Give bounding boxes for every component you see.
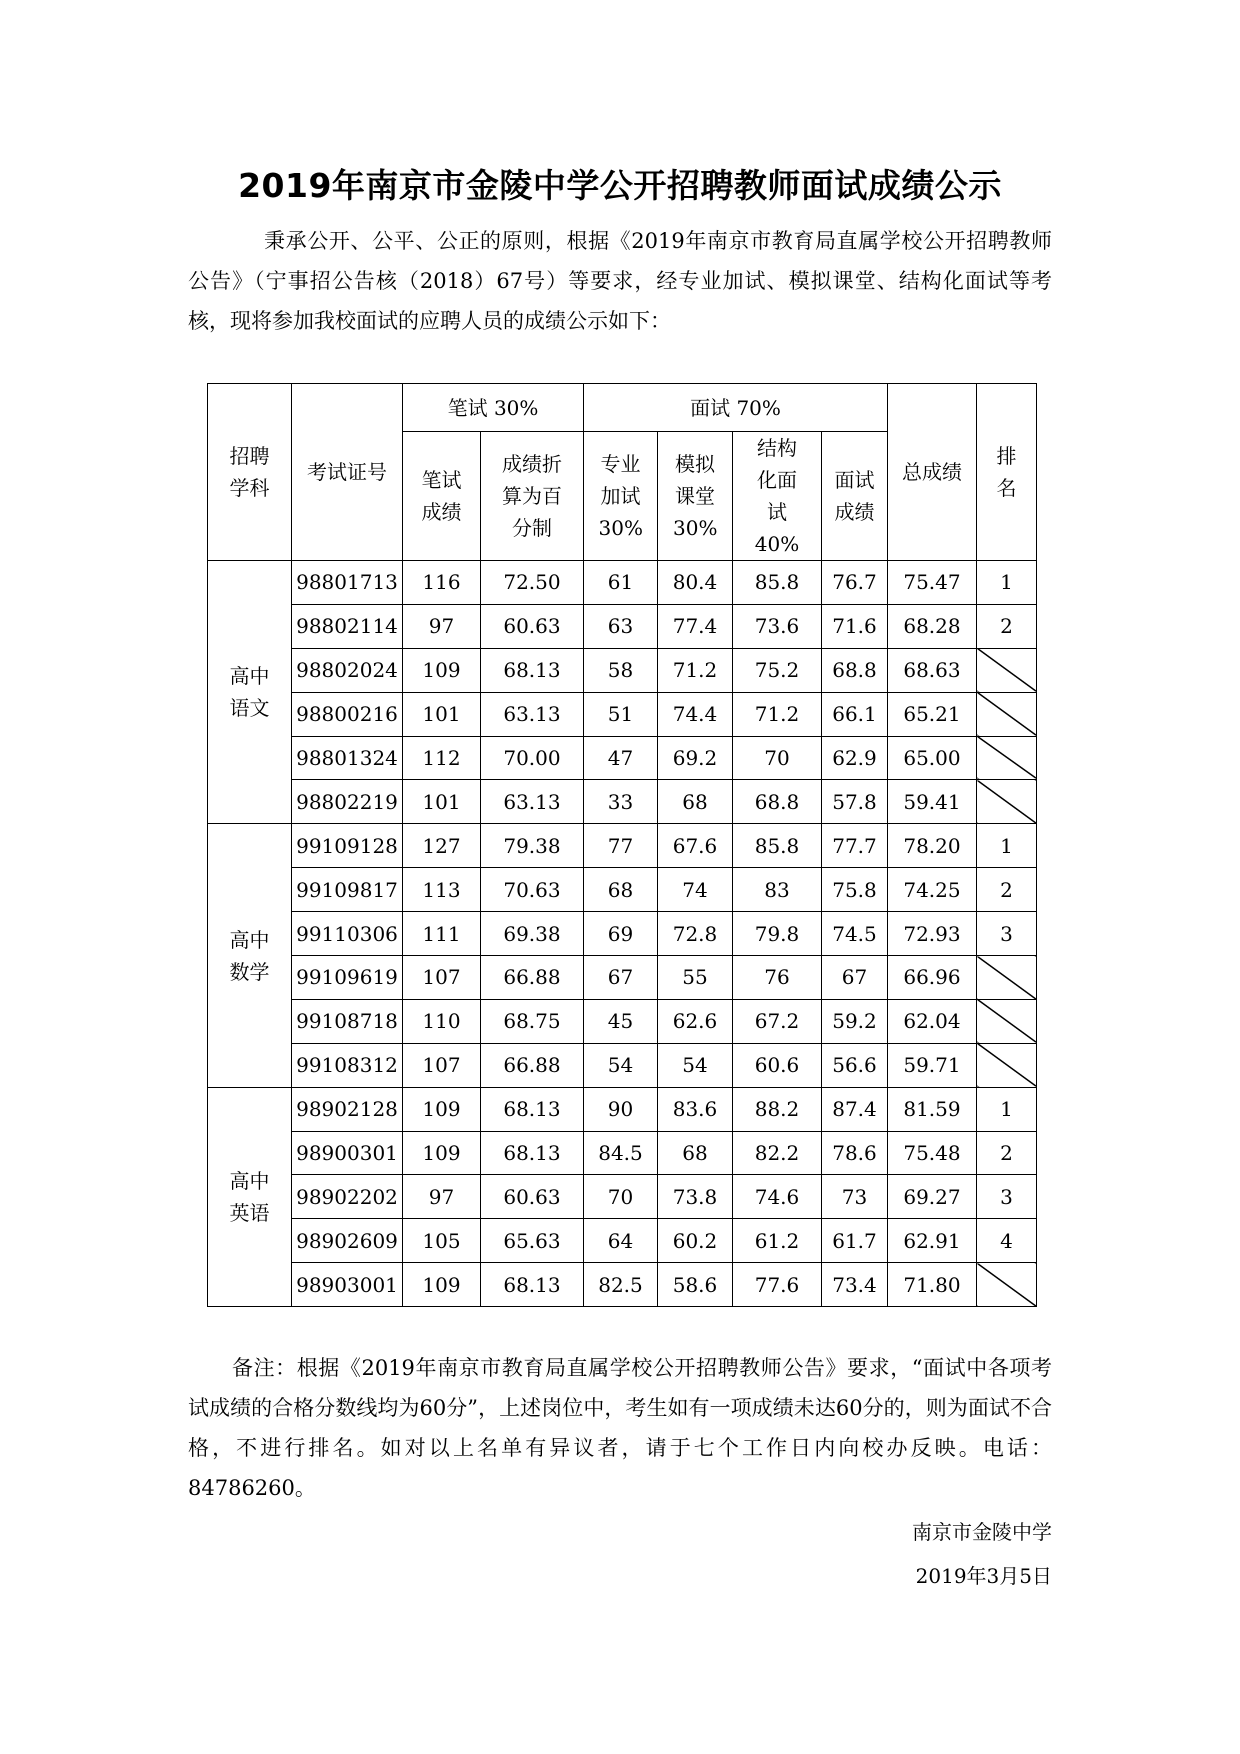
signature-org: 南京市金陵中学	[912, 1520, 1052, 1544]
structured-cell: 77.6	[733, 1263, 822, 1307]
written-pct-cell: 79.38	[481, 824, 584, 868]
table-row	[208, 999, 1037, 1043]
structured-cell: 88.2	[733, 1087, 822, 1131]
rank-cell	[977, 780, 1037, 824]
header-row	[208, 384, 1037, 432]
structured-cell: 83	[733, 868, 822, 912]
header-mock-class: 模拟课堂30%	[658, 432, 733, 561]
exam-id-cell: 99108312	[292, 1043, 403, 1087]
mock-class-cell: 80.4	[658, 561, 733, 605]
table-row	[208, 824, 1037, 868]
rank-cell	[977, 999, 1037, 1043]
interview-score-cell: 87.4	[822, 1087, 888, 1131]
written-score-cell: 109	[403, 1263, 481, 1307]
header-exam-id: 考试证号	[292, 384, 403, 561]
total-cell: 68.63	[888, 648, 977, 692]
written-pct-cell: 60.63	[481, 1175, 584, 1219]
exam-id-cell: 98802024	[292, 648, 403, 692]
written-score-cell: 112	[403, 736, 481, 780]
total-cell: 65.00	[888, 736, 977, 780]
header-interview-score: 面试成绩	[822, 432, 888, 561]
header-structured: 结构化面试 40%	[733, 432, 822, 561]
written-pct-cell: 68.13	[481, 1131, 584, 1175]
interview-score-cell: 78.6	[822, 1131, 888, 1175]
professional-cell: 68	[584, 868, 658, 912]
exam-id-cell: 99110306	[292, 912, 403, 956]
interview-score-cell: 67	[822, 956, 888, 1000]
professional-cell: 58	[584, 648, 658, 692]
professional-cell: 45	[584, 999, 658, 1043]
written-pct-cell: 65.63	[481, 1219, 584, 1263]
mock-class-cell: 72.8	[658, 912, 733, 956]
professional-cell: 33	[584, 780, 658, 824]
exam-id-cell: 98903001	[292, 1263, 403, 1307]
written-score-cell: 113	[403, 868, 481, 912]
table-row	[208, 1043, 1037, 1087]
subject-cell: 高中语文	[208, 561, 292, 824]
written-score-cell: 109	[403, 1087, 481, 1131]
table-row	[208, 1131, 1037, 1175]
total-cell: 65.21	[888, 692, 977, 736]
signature-date: 2019年3月5日	[915, 1564, 1052, 1588]
written-score-cell: 97	[403, 1175, 481, 1219]
rank-cell: 1	[977, 1087, 1037, 1131]
rank-cell	[977, 692, 1037, 736]
professional-cell: 61	[584, 561, 658, 605]
interview-score-cell: 75.8	[822, 868, 888, 912]
written-score-cell: 111	[403, 912, 481, 956]
table-row	[208, 1175, 1037, 1219]
table-row	[208, 1219, 1037, 1263]
written-score-cell: 116	[403, 561, 481, 605]
exam-id-cell: 98801713	[292, 561, 403, 605]
written-score-cell: 109	[403, 648, 481, 692]
subject-cell: 高中数学	[208, 824, 292, 1087]
mock-class-cell: 71.2	[658, 648, 733, 692]
written-score-cell: 127	[403, 824, 481, 868]
interview-score-cell: 57.8	[822, 780, 888, 824]
structured-cell: 79.8	[733, 912, 822, 956]
table-row	[208, 604, 1037, 648]
interview-score-cell: 77.7	[822, 824, 888, 868]
total-cell: 75.48	[888, 1131, 977, 1175]
header-rank: 排名	[977, 384, 1037, 561]
rank-cell: 4	[977, 1219, 1037, 1263]
structured-cell: 60.6	[733, 1043, 822, 1087]
professional-cell: 67	[584, 956, 658, 1000]
professional-cell: 54	[584, 1043, 658, 1087]
written-pct-cell: 63.13	[481, 692, 584, 736]
exam-id-cell: 98802219	[292, 780, 403, 824]
interview-score-cell: 61.7	[822, 1219, 888, 1263]
interview-score-cell: 68.8	[822, 648, 888, 692]
written-pct-cell: 68.75	[481, 999, 584, 1043]
written-pct-cell: 68.13	[481, 1087, 584, 1131]
rank-cell: 2	[977, 1131, 1037, 1175]
table-row	[208, 1087, 1037, 1131]
professional-cell: 77	[584, 824, 658, 868]
note-paragraph: 备注：根据《2019年南京市教育局直属学校公开招聘教师公告》要求，“面试中各项考试成绩的合格分数线均为60分”，上述岗位中，考生如有一项成绩未达60分的，则为面试不合格，不进行排名。如对以上名单有异议者，请于七个工作日内向校办反映。电话：84786260。	[188, 1356, 1052, 1500]
table-row	[208, 692, 1037, 736]
mock-class-cell: 73.8	[658, 1175, 733, 1219]
structured-cell: 85.8	[733, 824, 822, 868]
mock-class-cell: 67.6	[658, 824, 733, 868]
professional-cell: 90	[584, 1087, 658, 1131]
subject-cell: 高中英语	[208, 1087, 292, 1306]
header-written-pct: 成绩折算为百分制	[481, 432, 584, 561]
structured-cell: 71.2	[733, 692, 822, 736]
page-title: 2019年南京市金陵中学公开招聘教师面试成绩公示	[238, 166, 1002, 205]
structured-cell: 75.2	[733, 648, 822, 692]
mock-class-cell: 83.6	[658, 1087, 733, 1131]
exam-id-cell: 99109128	[292, 824, 403, 868]
professional-cell: 82.5	[584, 1263, 658, 1307]
mock-class-cell: 74.4	[658, 692, 733, 736]
total-cell: 59.71	[888, 1043, 977, 1087]
mock-class-cell: 55	[658, 956, 733, 1000]
exam-id-cell: 98902202	[292, 1175, 403, 1219]
intro-paragraph: 秉承公开、公平、公正的原则，根据《2019年南京市教育局直属学校公开招聘教师公告》（宁事招公告核（2018）67号）等要求，经专业加试、模拟课堂、结构化面试等考核，现将参加我校面试的应聘人员的成绩公示如下：	[188, 229, 1052, 333]
rank-cell: 1	[977, 561, 1037, 605]
exam-id-cell: 98802114	[292, 604, 403, 648]
rank-cell: 2	[977, 868, 1037, 912]
written-score-cell: 101	[403, 692, 481, 736]
table-row	[208, 736, 1037, 780]
written-pct-cell: 66.88	[481, 1043, 584, 1087]
interview-score-cell: 66.1	[822, 692, 888, 736]
exam-id-cell: 99108718	[292, 999, 403, 1043]
written-score-cell: 101	[403, 780, 481, 824]
interview-score-cell: 71.6	[822, 604, 888, 648]
mock-class-cell: 54	[658, 1043, 733, 1087]
professional-cell: 70	[584, 1175, 658, 1219]
professional-cell: 63	[584, 604, 658, 648]
rank-cell: 1	[977, 824, 1037, 868]
structured-cell: 73.6	[733, 604, 822, 648]
structured-cell: 82.2	[733, 1131, 822, 1175]
written-pct-cell: 70.00	[481, 736, 584, 780]
written-pct-cell: 63.13	[481, 780, 584, 824]
written-score-cell: 109	[403, 1131, 481, 1175]
table-row	[208, 868, 1037, 912]
table-row	[208, 780, 1037, 824]
structured-cell: 70	[733, 736, 822, 780]
written-score-cell: 105	[403, 1219, 481, 1263]
total-cell: 66.96	[888, 956, 977, 1000]
exam-id-cell: 98902128	[292, 1087, 403, 1131]
exam-id-cell: 99109619	[292, 956, 403, 1000]
total-cell: 69.27	[888, 1175, 977, 1219]
total-cell: 78.20	[888, 824, 977, 868]
interview-score-cell: 73.4	[822, 1263, 888, 1307]
score-table	[207, 383, 1037, 1307]
table-row	[208, 912, 1037, 956]
rank-cell	[977, 648, 1037, 692]
professional-cell: 64	[584, 1219, 658, 1263]
header-professional: 专业加试30%	[584, 432, 658, 561]
written-score-cell: 107	[403, 956, 481, 1000]
mock-class-cell: 60.2	[658, 1219, 733, 1263]
header-written-group: 笔试 30%	[403, 384, 584, 432]
table-row	[208, 561, 1037, 605]
exam-id-cell: 98801324	[292, 736, 403, 780]
exam-id-cell: 98800216	[292, 692, 403, 736]
rank-cell	[977, 956, 1037, 1000]
interview-score-cell: 74.5	[822, 912, 888, 956]
total-cell: 72.93	[888, 912, 977, 956]
written-pct-cell: 68.13	[481, 648, 584, 692]
mock-class-cell: 68	[658, 1131, 733, 1175]
written-score-cell: 107	[403, 1043, 481, 1087]
structured-cell: 74.6	[733, 1175, 822, 1219]
table-row	[208, 1263, 1037, 1307]
header-total: 总成绩	[888, 384, 977, 561]
professional-cell: 47	[584, 736, 658, 780]
rank-cell: 3	[977, 912, 1037, 956]
interview-score-cell: 73	[822, 1175, 888, 1219]
structured-cell: 61.2	[733, 1219, 822, 1263]
total-cell: 74.25	[888, 868, 977, 912]
total-cell: 68.28	[888, 604, 977, 648]
written-pct-cell: 70.63	[481, 868, 584, 912]
total-cell: 62.04	[888, 999, 977, 1043]
structured-cell: 67.2	[733, 999, 822, 1043]
mock-class-cell: 58.6	[658, 1263, 733, 1307]
exam-id-cell: 99109817	[292, 868, 403, 912]
total-cell: 81.59	[888, 1087, 977, 1131]
written-score-cell: 97	[403, 604, 481, 648]
rank-cell	[977, 1043, 1037, 1087]
table-row	[208, 956, 1037, 1000]
written-pct-cell: 60.63	[481, 604, 584, 648]
exam-id-cell: 98902609	[292, 1219, 403, 1263]
professional-cell: 51	[584, 692, 658, 736]
written-pct-cell: 72.50	[481, 561, 584, 605]
structured-cell: 85.8	[733, 561, 822, 605]
table-row	[208, 648, 1037, 692]
written-pct-cell: 66.88	[481, 956, 584, 1000]
rank-cell	[977, 1263, 1037, 1307]
professional-cell: 84.5	[584, 1131, 658, 1175]
total-cell: 75.47	[888, 561, 977, 605]
written-pct-cell: 69.38	[481, 912, 584, 956]
rank-cell: 2	[977, 604, 1037, 648]
total-cell: 62.91	[888, 1219, 977, 1263]
rank-cell: 3	[977, 1175, 1037, 1219]
mock-class-cell: 62.6	[658, 999, 733, 1043]
header-interview-group: 面试 70%	[584, 384, 888, 432]
interview-score-cell: 56.6	[822, 1043, 888, 1087]
header-written-score: 笔试成绩	[403, 432, 481, 561]
written-pct-cell: 68.13	[481, 1263, 584, 1307]
mock-class-cell: 68	[658, 780, 733, 824]
total-cell: 71.80	[888, 1263, 977, 1307]
professional-cell: 69	[584, 912, 658, 956]
structured-cell: 76	[733, 956, 822, 1000]
total-cell: 59.41	[888, 780, 977, 824]
header-subject: 招聘学科	[208, 384, 292, 561]
written-score-cell: 110	[403, 999, 481, 1043]
mock-class-cell: 69.2	[658, 736, 733, 780]
rank-cell	[977, 736, 1037, 780]
interview-score-cell: 59.2	[822, 999, 888, 1043]
exam-id-cell: 98900301	[292, 1131, 403, 1175]
mock-class-cell: 77.4	[658, 604, 733, 648]
structured-cell: 68.8	[733, 780, 822, 824]
mock-class-cell: 74	[658, 868, 733, 912]
interview-score-cell: 76.7	[822, 561, 888, 605]
interview-score-cell: 62.9	[822, 736, 888, 780]
